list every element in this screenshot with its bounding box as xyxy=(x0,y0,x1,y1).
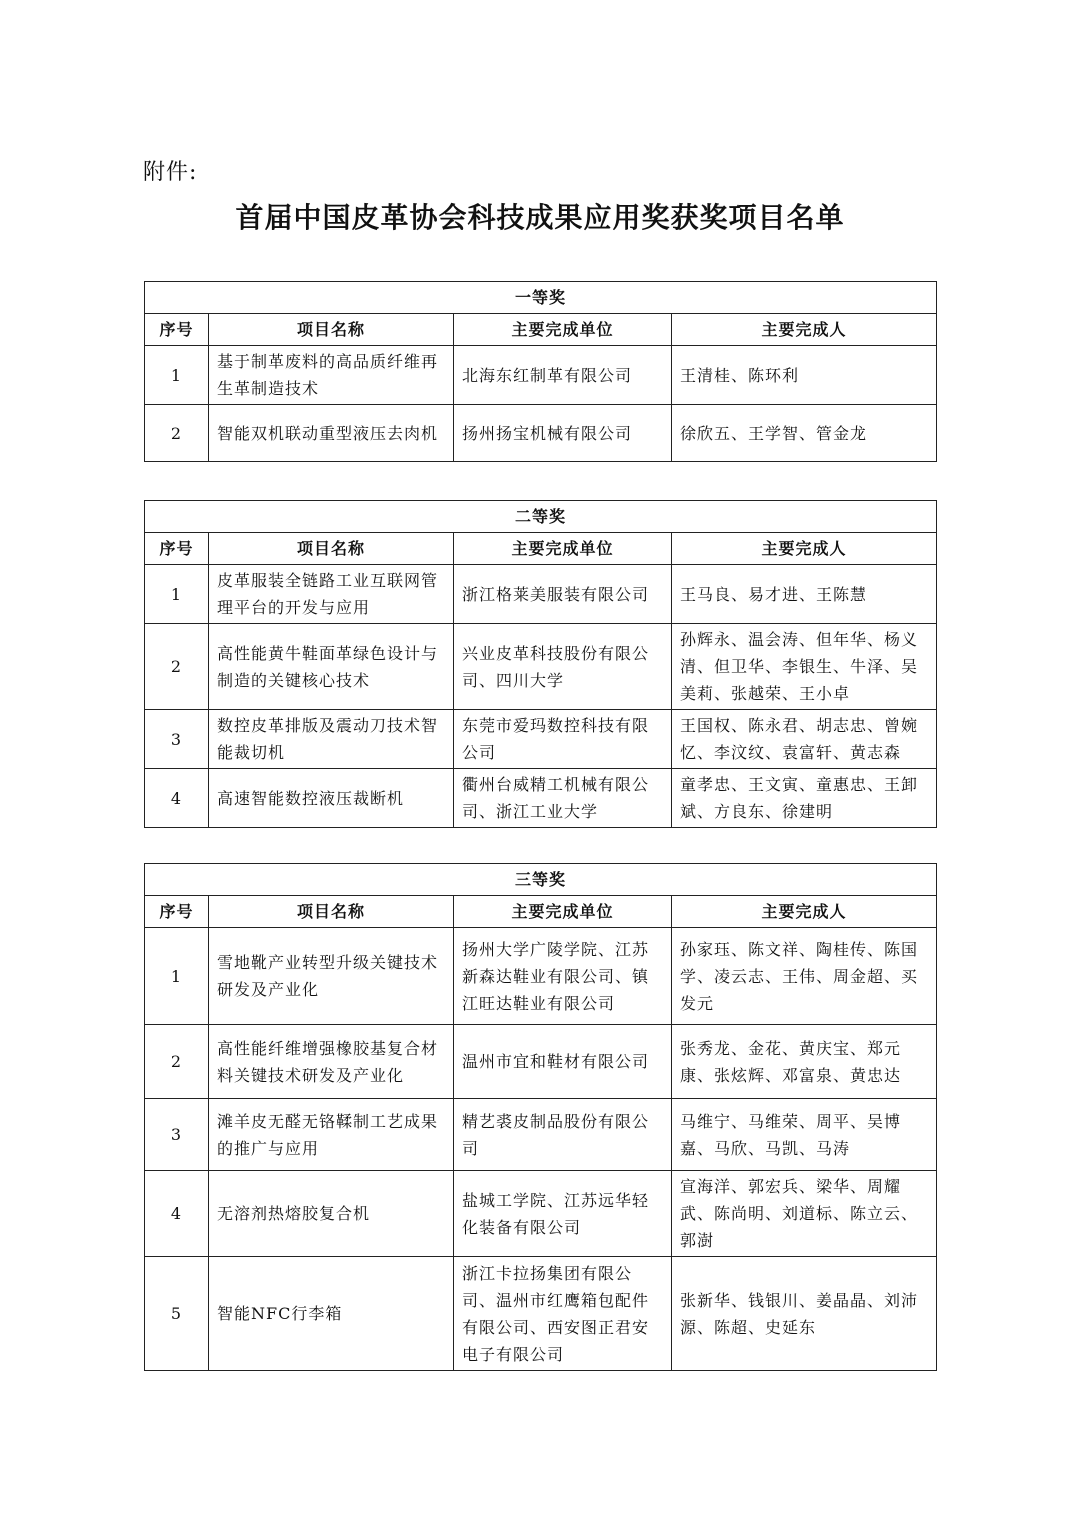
row-seq: 2 xyxy=(145,1025,209,1099)
row-people: 马维宁、马维荣、周平、吴博嘉、马欣、马凯、马涛 xyxy=(672,1099,937,1171)
award-level-title: 一等奖 xyxy=(145,282,937,314)
row-unit: 扬州扬宝机械有限公司 xyxy=(454,405,672,462)
row-seq: 1 xyxy=(145,928,209,1025)
table-row xyxy=(145,346,937,405)
row-seq: 4 xyxy=(145,769,209,828)
column-header-project: 项目名称 xyxy=(209,896,454,928)
row-people: 孙家珏、陈文祥、陶桂传、陈国学、凌云志、王伟、周金超、买发元 xyxy=(672,928,937,1025)
row-seq: 3 xyxy=(145,710,209,769)
table-header-row xyxy=(145,896,937,928)
table-row xyxy=(145,624,937,710)
column-header-seq: 序号 xyxy=(145,314,209,346)
row-unit: 温州市宜和鞋材有限公司 xyxy=(454,1025,672,1099)
table-row xyxy=(145,1099,937,1171)
row-seq: 4 xyxy=(145,1171,209,1257)
column-header-unit: 主要完成单位 xyxy=(454,314,672,346)
row-seq: 1 xyxy=(145,346,209,405)
row-people: 孙辉永、温会涛、但年华、杨义清、但卫华、李银生、牛泽、吴美莉、张越荣、王小卓 xyxy=(672,624,937,710)
award-table-first-prize xyxy=(144,281,937,462)
award-level-title: 二等奖 xyxy=(145,501,937,533)
row-people: 王清桂、陈环利 xyxy=(672,346,937,405)
column-header-project: 项目名称 xyxy=(209,533,454,565)
row-people: 张新华、钱银川、姜晶晶、刘沛源、陈超、史延东 xyxy=(672,1257,937,1371)
table-row xyxy=(145,769,937,828)
row-unit: 扬州大学广陵学院、江苏新森达鞋业有限公司、镇江旺达鞋业有限公司 xyxy=(454,928,672,1025)
row-unit: 浙江格莱美服装有限公司 xyxy=(454,565,672,624)
row-people: 王马良、易才进、王陈慧 xyxy=(672,565,937,624)
row-unit: 精艺裘皮制品股份有限公司 xyxy=(454,1099,672,1171)
column-header-seq: 序号 xyxy=(145,896,209,928)
row-unit: 北海东红制革有限公司 xyxy=(454,346,672,405)
row-project: 皮革服装全链路工业互联网管理平台的开发与应用 xyxy=(209,565,454,624)
row-unit: 衢州台威精工机械有限公司、浙江工业大学 xyxy=(454,769,672,828)
row-unit: 盐城工学院、江苏远华轻化装备有限公司 xyxy=(454,1171,672,1257)
row-project: 智能NFC行李箱 xyxy=(209,1257,454,1371)
row-unit: 兴业皮革科技股份有限公司、四川大学 xyxy=(454,624,672,710)
table-row xyxy=(145,1025,937,1099)
row-people: 徐欣五、王学智、管金龙 xyxy=(672,405,937,462)
document-title: 首届中国皮革协会科技成果应用奖获奖项目名单 xyxy=(235,201,845,234)
table-row xyxy=(145,405,937,462)
row-unit: 浙江卡拉扬集团有限公司、温州市红鹰箱包配件有限公司、西安图正君安电子有限公司 xyxy=(454,1257,672,1371)
award-table-third-prize xyxy=(144,863,937,1371)
table-row xyxy=(145,565,937,624)
row-project: 智能双机联动重型液压去肉机 xyxy=(209,405,454,462)
row-people: 宣海洋、郭宏兵、梁华、周耀武、陈尚明、刘道标、陈立云、郭澍 xyxy=(672,1171,937,1257)
column-header-unit: 主要完成单位 xyxy=(454,896,672,928)
row-project: 无溶剂热熔胶复合机 xyxy=(209,1171,454,1257)
row-seq: 5 xyxy=(145,1257,209,1371)
column-header-people: 主要完成人 xyxy=(672,314,937,346)
table-header-row xyxy=(145,314,937,346)
row-project: 高性能纤维增强橡胶基复合材料关键技术研发及产业化 xyxy=(209,1025,454,1099)
column-header-seq: 序号 xyxy=(145,533,209,565)
row-project: 高性能黄牛鞋面革绿色设计与制造的关键核心技术 xyxy=(209,624,454,710)
row-people: 张秀龙、金花、黄庆宝、郑元康、张炫辉、邓富泉、黄忠达 xyxy=(672,1025,937,1099)
column-header-people: 主要完成人 xyxy=(672,896,937,928)
award-table-second-prize xyxy=(144,500,937,828)
row-project: 数控皮革排版及震动刀技术智能裁切机 xyxy=(209,710,454,769)
row-unit: 东莞市爱玛数控科技有限公司 xyxy=(454,710,672,769)
column-header-people: 主要完成人 xyxy=(672,533,937,565)
table-row xyxy=(145,1171,937,1257)
row-project: 高速智能数控液压裁断机 xyxy=(209,769,454,828)
table-row xyxy=(145,710,937,769)
row-project: 基于制革废料的高品质纤维再生革制造技术 xyxy=(209,346,454,405)
table-row xyxy=(145,928,937,1025)
column-header-project: 项目名称 xyxy=(209,314,454,346)
table-row xyxy=(145,1257,937,1371)
row-seq: 1 xyxy=(145,565,209,624)
column-header-unit: 主要完成单位 xyxy=(454,533,672,565)
row-project: 滩羊皮无醛无铬鞣制工艺成果的推广与应用 xyxy=(209,1099,454,1171)
row-seq: 2 xyxy=(145,624,209,710)
row-project: 雪地靴产业转型升级关键技术研发及产业化 xyxy=(209,928,454,1025)
row-people: 王国权、陈永君、胡志忠、曾婉忆、李汶纹、袁富轩、黄志森 xyxy=(672,710,937,769)
row-seq: 2 xyxy=(145,405,209,462)
award-level-title: 三等奖 xyxy=(145,864,937,896)
row-seq: 3 xyxy=(145,1099,209,1171)
table-header-row xyxy=(145,533,937,565)
attachment-label: 附件: xyxy=(143,160,198,185)
row-people: 童孝忠、王文寅、童惠忠、王卸斌、方良东、徐建明 xyxy=(672,769,937,828)
